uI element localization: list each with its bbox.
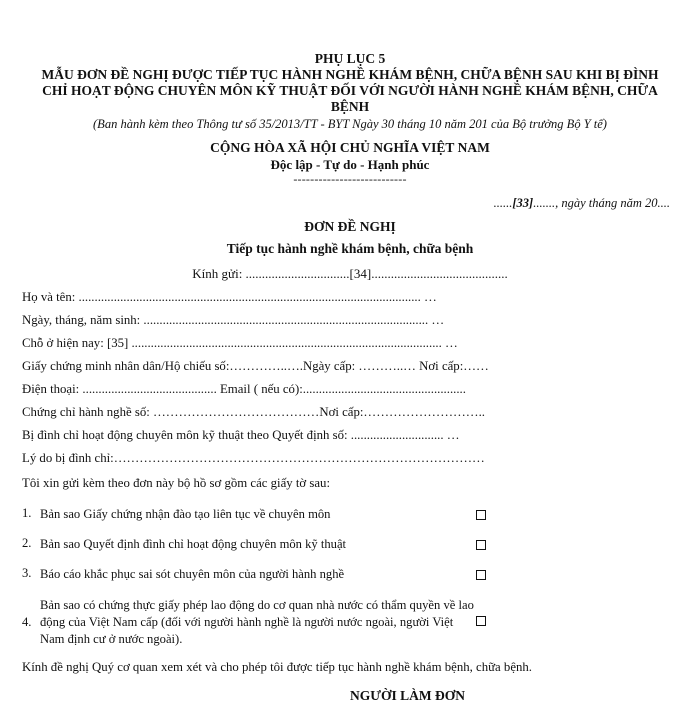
date-reference: [33] xyxy=(512,196,534,210)
title-line-1: MẪU ĐƠN ĐỀ NGHỊ ĐƯỢC TIẾP TỤC HÀNH NGHỀ KHÁM BỆNH, CHỮA BỆNH SAU KHI BỊ ĐÌNH xyxy=(41,67,659,82)
form-subject: Tiếp tục hành nghề khám bệnh, chữa bệnh xyxy=(226,241,474,256)
addressee-line: Kính gửi: ................................[34].......................................... xyxy=(192,266,508,281)
republic-name: CỘNG HÒA XÃ HỘI CHỦ NGHĨA VIỆT NAM xyxy=(210,140,490,155)
field-suspension-reason: Lý do bị đình chỉ:…………………………………………………………………………… xyxy=(22,451,485,465)
attachment-text: Bản sao Giấy chứng nhận đào tạo liên tục về chuyên môn xyxy=(40,507,331,521)
national-motto: Độc lập - Tự do - Hạnh phúc xyxy=(270,157,430,172)
attachment-checkbox-2[interactable] xyxy=(476,540,486,550)
attachment-text: Báo cáo khắc phục sai sót chuyên môn của người hành nghề xyxy=(40,567,345,581)
signer-label: NGƯỜI LÀM ĐƠN xyxy=(350,688,465,703)
header-separator: --------------------------- xyxy=(293,172,407,186)
title-line-2: CHỈ HOẠT ĐỘNG CHUYÊN MÔN KỸ THUẬT ĐỐI VỚI NGƯỜI HÀNH NGHỀ KHÁM BỆNH, CHỮA xyxy=(42,83,658,98)
date-suffix: ......., ngày tháng năm 20.... xyxy=(533,196,670,210)
title-line-3: BỆNH xyxy=(330,99,370,114)
field-suspension-decision: Bị đình chỉ hoạt động chuyên môn kỹ thuật theo Quyết định số: ............................. … xyxy=(22,428,460,442)
issued-note: (Ban hành kèm theo Thông tư số 35/2013/TT - BYT Ngày 30 tháng 10 năm 201 của Bộ trưởng Bộ Y tế) xyxy=(93,117,607,131)
appendix-label: PHỤ LỤC 5 xyxy=(314,51,386,66)
attachment-number: 1. xyxy=(22,506,32,520)
attachment-number: 4. xyxy=(22,615,32,629)
document-title xyxy=(25,67,675,115)
attachment-text: Bản sao có chứng thực giấy phép lao động do cơ quan nhà nước có thẩm quyền về lao động của Việt Nam cấp (đối với người hành nghề là người nước ngoài, người Việt Nam định cư ở nước ngoài). xyxy=(40,598,474,646)
attachment-checkbox-4[interactable] xyxy=(476,616,486,626)
closing-request: Kính đề nghị Quý cơ quan xem xét và cho phép tôi được tiếp tục hành nghề khám bệnh, chữa bệnh. xyxy=(22,660,533,674)
field-date-of-birth: Ngày, tháng, năm sinh: ......................................................................................... … xyxy=(22,313,445,327)
attachment-checkbox-3[interactable] xyxy=(476,570,486,580)
place-date-line xyxy=(494,196,670,211)
field-practice-certificate: Chứng chỉ hành nghề số: …………………………………Nơi cấp:……………………….. xyxy=(22,405,485,419)
attachment-checkbox-1[interactable] xyxy=(476,510,486,520)
attachments-intro: Tôi xin gửi kèm theo đơn này bộ hồ sơ gồm các giấy tờ sau: xyxy=(22,476,331,490)
field-id-document: Giấy chứng minh nhân dân/Hộ chiếu số:…………..….Ngày cấp: ………..… Nơi cấp:…… xyxy=(22,359,489,373)
field-phone-email: Điện thoại: .......................................... Email ( nếu có):................................................... xyxy=(22,382,466,396)
field-current-address: Chỗ ở hiện nay: [35] ................................................................................................. … xyxy=(22,336,458,350)
form-heading: ĐƠN ĐỀ NGHỊ xyxy=(304,219,396,234)
date-prefix: ...... xyxy=(493,196,513,210)
attachment-text: Bản sao Quyết định đình chỉ hoạt động chuyên môn kỹ thuật xyxy=(40,537,347,551)
attachment-number: 2. xyxy=(22,536,32,550)
attachment-number: 3. xyxy=(22,566,32,580)
field-full-name: Họ và tên: ........................................................................................................... … xyxy=(22,290,437,304)
